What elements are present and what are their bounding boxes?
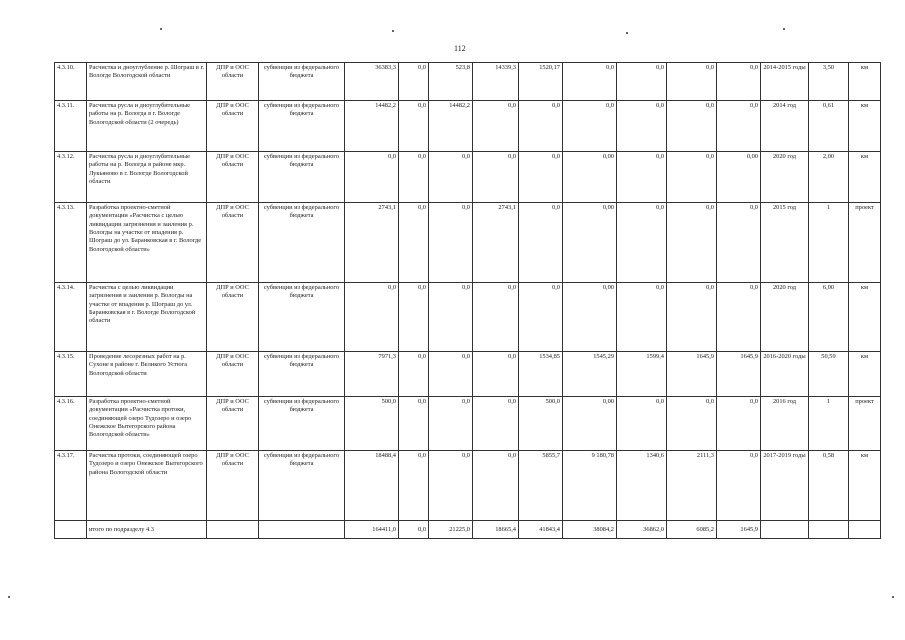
item-period: 2014 год	[761, 101, 809, 152]
total-empty-cell	[259, 521, 345, 539]
item-amount: 0,0	[667, 152, 717, 203]
item-amount: 0,0	[519, 152, 563, 203]
item-amount: 0,0	[399, 283, 429, 352]
item-amount: 0,0	[473, 101, 519, 152]
table-row	[55, 63, 881, 101]
total-amount: 36862,0	[617, 521, 667, 539]
item-amount: 1520,17	[519, 63, 563, 101]
item-amount: 1340,6	[617, 451, 667, 521]
item-name: Расчистка и дноуглубление р. Шограш в г. Вологде Вологодской области	[87, 63, 207, 101]
item-amount: 0,0	[667, 283, 717, 352]
item-amount: 0,0	[473, 152, 519, 203]
item-amount: 1645,9	[667, 352, 717, 397]
item-unit: км	[849, 63, 881, 101]
item-period: 2016-2020 годы	[761, 352, 809, 397]
item-quantity: 0,61	[809, 101, 849, 152]
total-amount: 21225,0	[429, 521, 473, 539]
item-amount: 0,0	[519, 283, 563, 352]
item-amount: 7971,3	[345, 352, 399, 397]
item-amount: 0,0	[717, 63, 761, 101]
item-amount: 0,0	[717, 283, 761, 352]
table-row	[55, 352, 881, 397]
item-amount: 0,00	[563, 203, 617, 283]
item-code: 4.3.17.	[55, 451, 87, 521]
item-unit: км	[849, 101, 881, 152]
item-funding-source: субвенции из федерального бюджета	[259, 152, 345, 203]
item-amount: 0,0	[617, 203, 667, 283]
item-amount: 0,0	[717, 397, 761, 451]
item-amount: 5855,7	[519, 451, 563, 521]
item-executor: ДПР и ООС области	[207, 283, 259, 352]
item-amount: 0,0	[667, 203, 717, 283]
item-amount: 0,0	[717, 451, 761, 521]
item-amount: 1545,29	[563, 352, 617, 397]
item-amount: 0,0	[717, 101, 761, 152]
item-period: 2016 год	[761, 397, 809, 451]
item-executor: ДПР и ООС области	[207, 63, 259, 101]
item-code: 4.3.12.	[55, 152, 87, 203]
item-amount: 523,8	[429, 63, 473, 101]
item-amount: 0,0	[399, 152, 429, 203]
item-period: 2015 год	[761, 203, 809, 283]
scan-speck	[892, 596, 894, 598]
item-amount: 1599,4	[617, 352, 667, 397]
item-name: Разработка проектно-сметной документации «Расчистка с целью ликвидации загрязнения и заиления р. Вологды на участке от впадения р. Шограш до ул. Баранковская в г. Вологде Вологодской области»	[87, 203, 207, 283]
item-amount: 0,0	[345, 283, 399, 352]
item-period: 2017-2019 годы	[761, 451, 809, 521]
total-empty-cell	[809, 521, 849, 539]
item-executor: ДПР и ООС области	[207, 397, 259, 451]
item-name: Расчистка протоки, соединяющей озеро Тудозеро и озеро Онежское Вытегорского района Вологодской области	[87, 451, 207, 521]
item-unit: км	[849, 451, 881, 521]
item-amount: 0,0	[399, 203, 429, 283]
item-amount: 0,0	[617, 63, 667, 101]
item-quantity: 50,59	[809, 352, 849, 397]
item-funding-source: субвенции из федерального бюджета	[259, 352, 345, 397]
page-number: 112	[454, 44, 466, 53]
item-executor: ДПР и ООС области	[207, 203, 259, 283]
item-quantity: 1	[809, 397, 849, 451]
table-row	[55, 101, 881, 152]
total-amount: 41843,4	[519, 521, 563, 539]
item-amount: 0,0	[617, 101, 667, 152]
item-quantity: 1	[809, 203, 849, 283]
item-amount: 0,0	[667, 101, 717, 152]
item-amount: 2743,1	[473, 203, 519, 283]
item-period: 2020 год	[761, 283, 809, 352]
scan-speck	[626, 32, 628, 34]
total-empty-cell	[761, 521, 809, 539]
scan-speck	[392, 30, 394, 32]
total-amount: 38084,2	[563, 521, 617, 539]
item-amount: 0,00	[717, 152, 761, 203]
item-amount: 0,0	[429, 397, 473, 451]
total-label: итого по подразделу 4.3	[87, 521, 207, 539]
table-row	[55, 283, 881, 352]
item-amount: 0,0	[563, 101, 617, 152]
item-executor: ДПР и ООС области	[207, 451, 259, 521]
item-code: 4.3.10.	[55, 63, 87, 101]
item-amount: 0,0	[399, 397, 429, 451]
item-amount: 0,0	[345, 152, 399, 203]
item-code: 4.3.13.	[55, 203, 87, 283]
item-amount: 9 180,78	[563, 451, 617, 521]
item-amount: 0,0	[429, 352, 473, 397]
item-code: 4.3.16.	[55, 397, 87, 451]
item-amount: 0,0	[473, 352, 519, 397]
item-quantity: 3,50	[809, 63, 849, 101]
item-amount: 0,0	[519, 101, 563, 152]
item-amount: 500,0	[519, 397, 563, 451]
item-funding-source: субвенции из федерального бюджета	[259, 101, 345, 152]
item-name: Расчистка русла и дноуглубительные работы на р. Вологда в г. Вологде Вологодской области (2 очередь)	[87, 101, 207, 152]
item-unit: км	[849, 283, 881, 352]
item-funding-source: субвенции из федерального бюджета	[259, 397, 345, 451]
total-amount: 0,0	[399, 521, 429, 539]
item-period: 2014-2015 годы	[761, 63, 809, 101]
item-executor: ДПР и ООС области	[207, 352, 259, 397]
table-row	[55, 152, 881, 203]
item-executor: ДПР и ООС области	[207, 152, 259, 203]
table-row	[55, 203, 881, 283]
item-amount: 14482,2	[429, 101, 473, 152]
item-amount: 2743,1	[345, 203, 399, 283]
item-amount: 0,0	[473, 283, 519, 352]
item-amount: 0,0	[399, 63, 429, 101]
table-row	[55, 451, 881, 521]
item-amount: 0,0	[473, 451, 519, 521]
scan-speck	[783, 28, 785, 30]
item-name: Разработка проектно-сметной документации «Расчистка протоки, соединяющей озеро Тудозеро и озеро Онежское Вытегорского района Вологодской области»	[87, 397, 207, 451]
total-amount: 164411,0	[345, 521, 399, 539]
item-unit: км	[849, 152, 881, 203]
item-amount: 2111,3	[667, 451, 717, 521]
item-funding-source: субвенции из федерального бюджета	[259, 451, 345, 521]
item-amount: 1534,85	[519, 352, 563, 397]
item-amount: 14339,3	[473, 63, 519, 101]
budget-table	[54, 62, 881, 539]
total-empty-cell	[849, 521, 881, 539]
item-amount: 0,0	[617, 397, 667, 451]
table-row	[55, 397, 881, 451]
item-amount: 0,0	[617, 152, 667, 203]
item-amount: 0,0	[399, 451, 429, 521]
item-amount: 0,0	[429, 203, 473, 283]
item-period: 2020 год	[761, 152, 809, 203]
item-funding-source: субвенции из федерального бюджета	[259, 63, 345, 101]
item-quantity: 6,00	[809, 283, 849, 352]
item-amount: 0,0	[429, 451, 473, 521]
item-amount: 0,0	[617, 283, 667, 352]
item-name: Расчистка с целью ликвидации загрязнения и заиления р. Вологды на участке от впадения р. Шограш до ул. Баранковская в г. Вологде Вологодской области	[87, 283, 207, 352]
item-executor: ДПР и ООС области	[207, 101, 259, 152]
item-unit: км	[849, 352, 881, 397]
item-code: 4.3.14.	[55, 283, 87, 352]
item-quantity: 0,58	[809, 451, 849, 521]
total-empty-cell	[207, 521, 259, 539]
item-amount: 0,0	[399, 352, 429, 397]
item-amount: 0,0	[519, 203, 563, 283]
total-row	[55, 521, 881, 539]
total-amount: 1645,9	[717, 521, 761, 539]
item-amount: 500,0	[345, 397, 399, 451]
item-amount: 14482,2	[345, 101, 399, 152]
item-code: 4.3.15.	[55, 352, 87, 397]
item-amount: 0,00	[563, 283, 617, 352]
item-amount: 0,00	[563, 397, 617, 451]
item-funding-source: субвенции из федерального бюджета	[259, 283, 345, 352]
item-amount: 0,0	[717, 203, 761, 283]
item-amount: 0,0	[429, 283, 473, 352]
item-amount: 1645,9	[717, 352, 761, 397]
item-amount: 18488,4	[345, 451, 399, 521]
item-unit: проект	[849, 397, 881, 451]
item-funding-source: субвенции из федерального бюджета	[259, 203, 345, 283]
item-amount: 0,0	[667, 63, 717, 101]
item-amount: 36383,3	[345, 63, 399, 101]
total-amount: 18665,4	[473, 521, 519, 539]
item-code: 4.3.11.	[55, 101, 87, 152]
total-amount: 6085,2	[667, 521, 717, 539]
item-amount: 0,0	[429, 152, 473, 203]
total-empty-cell	[55, 521, 87, 539]
item-amount: 0,0	[667, 397, 717, 451]
scan-speck	[160, 28, 162, 30]
item-amount: 0,00	[563, 152, 617, 203]
item-quantity: 2,00	[809, 152, 849, 203]
item-name: Расчистка русла и дноуглубительные работы на р. Вологда в районе мкр. Лукьяново в г. Вологде Вологодской области	[87, 152, 207, 203]
item-amount: 0,0	[399, 101, 429, 152]
item-unit: проект	[849, 203, 881, 283]
item-amount: 0,0	[563, 63, 617, 101]
scan-speck	[8, 596, 10, 598]
item-name: Проведение лесорезных работ на р. Сухоне в районе г. Великого Устюга Вологодской области	[87, 352, 207, 397]
item-amount: 0,0	[473, 397, 519, 451]
